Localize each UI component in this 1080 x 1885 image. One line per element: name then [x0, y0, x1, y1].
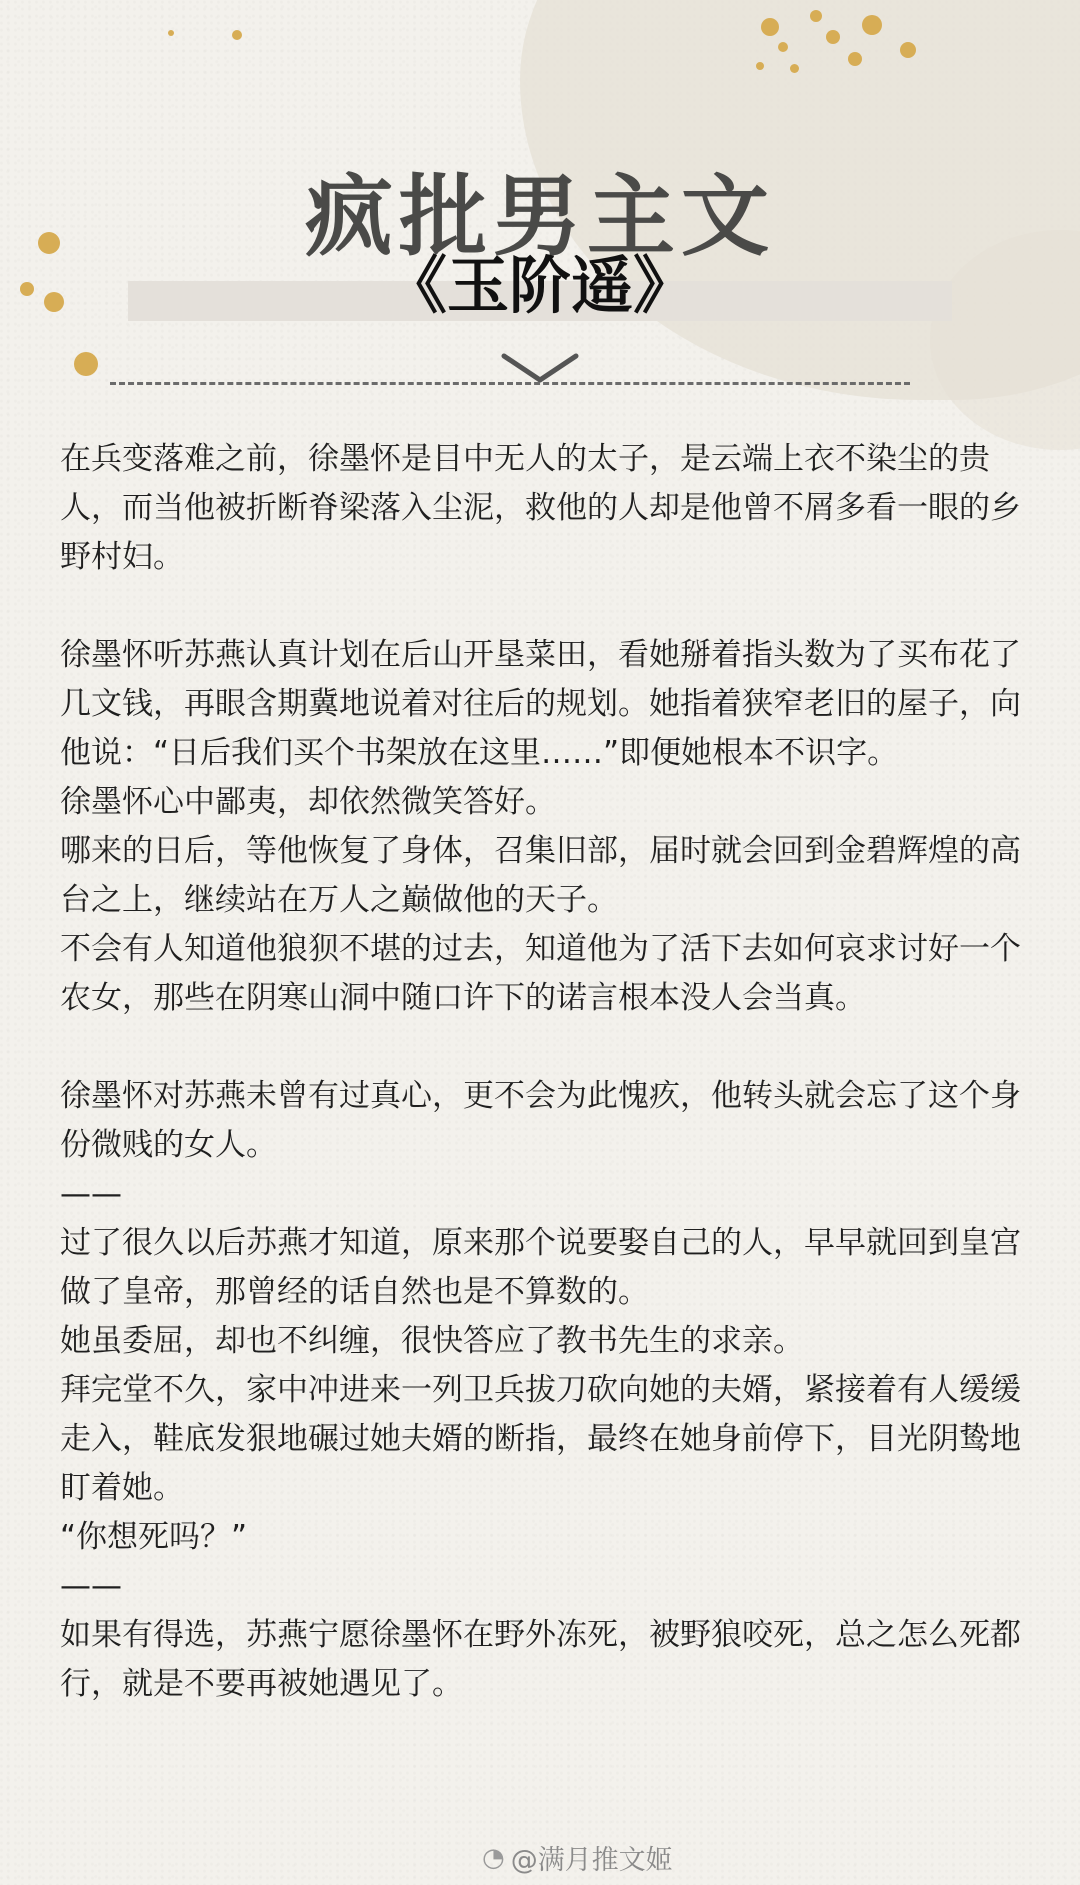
paragraph: 在兵变落难之前，徐墨怀是目中无人的太子，是云端上衣不染尘的贵人，而当他被折断脊梁落入尘泥，救他的人却是他曾不屑多看一眼的乡野村妇。 — [60, 441, 1021, 575]
watermark — [482, 1838, 673, 1877]
gold-dot — [761, 18, 779, 36]
section-divider: —— — [60, 1568, 122, 1604]
paragraph: 过了很久以后苏燕才知道，原来那个说要娶自己的人，早早就回到皇宫做了皇帝，那曾经的话自然也是不算数的。 — [60, 1225, 1021, 1310]
paragraph: 不会有人知道他狼狈不堪的过去，知道他为了活下去如何哀求讨好一个农女，那些在阴寒山洞中随口许下的诺言根本没人会当真。 — [60, 931, 1021, 1016]
gold-dot — [826, 30, 840, 44]
gold-dot — [778, 42, 788, 52]
gold-dot — [900, 42, 916, 58]
dashed-divider — [110, 382, 910, 385]
paragraph: “你想死吗？” — [60, 1519, 248, 1555]
paragraph: 她虽委屈，却也不纠缠，很快答应了教书先生的求亲。 — [60, 1323, 804, 1359]
paragraph: 哪来的日后，等他恢复了身体，召集旧部，届时就会回到金碧辉煌的高台之上，继续站在万人之巅做他的天子。 — [60, 833, 1021, 918]
synopsis-text — [60, 435, 1028, 1709]
gold-dot — [810, 10, 822, 22]
book-title: 《玉阶遥》 — [384, 249, 695, 322]
paragraph: 徐墨怀听苏燕认真计划在后山开垦菜田，看她掰着指头数为了买布花了几文钱，再眼含期冀地说着对往后的规划。她指着狭窄老旧的屋子，向他说：“日后我们买个书架放在这里……”即便她根本不识字。 — [60, 637, 1021, 771]
gold-dot — [790, 64, 799, 73]
gold-dot — [848, 52, 862, 66]
paragraph: 徐墨怀心中鄙夷，却依然微笑答好。 — [60, 784, 556, 820]
gold-dot — [168, 30, 174, 36]
weibo-icon: ◔ — [482, 1842, 505, 1873]
paragraph: 拜完堂不久，家中冲进来一列卫兵拔刀砍向她的夫婿，紧接着有人缓缓走入，鞋底发狠地碾过她夫婿的断指，最终在她身前停下，目光阴鸷地盯着她。 — [60, 1372, 1021, 1506]
gold-dot — [232, 30, 242, 40]
paragraph: 如果有得选，苏燕宁愿徐墨怀在野外冻死，被野狼咬死，总之怎么死都行，就是不要再被她遇见了。 — [60, 1617, 1021, 1702]
gold-dot — [74, 352, 98, 376]
gold-dot — [756, 62, 764, 70]
page-title: 疯批男主文 — [304, 164, 775, 268]
paragraph: 徐墨怀对苏燕未曾有过真心，更不会为此愧疚，他转头就会忘了这个身份微贱的女人。 — [60, 1078, 1021, 1163]
gold-dot — [862, 15, 882, 35]
watermark-text: @满月推文姬 — [510, 1845, 673, 1876]
section-divider: —— — [60, 1176, 122, 1212]
